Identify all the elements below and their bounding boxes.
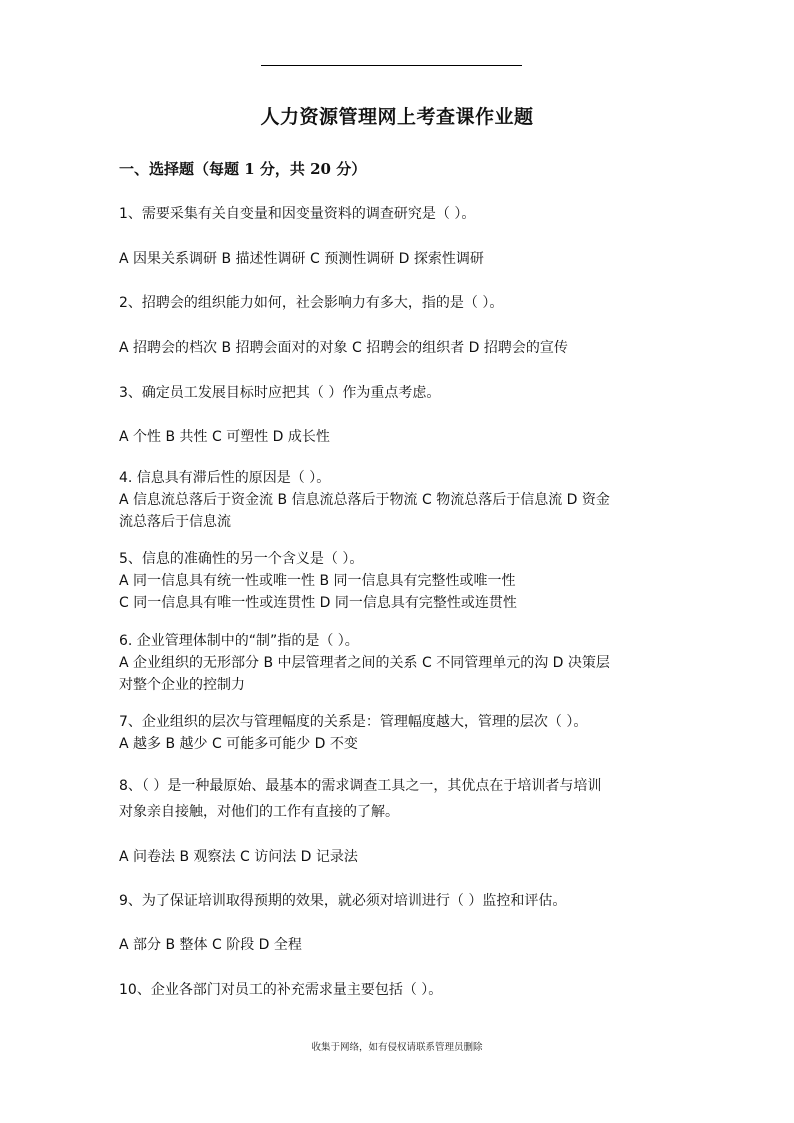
question-9-stem: 9、为了保证培训取得预期的效果，就必须对培训进行（ ）监控和评估。 (119, 893, 567, 909)
question-2-options: A 招聘会的档次 B 招聘会面对的对象 C 招聘会的组织者 D 招聘会的宣传 (119, 340, 568, 356)
question-7-options: A 越多 B 越少 C 可能多可能少 D 不变 (119, 736, 358, 752)
question-4-stem: 4. 信息具有滞后性的原因是（ ）。 (119, 470, 331, 486)
question-10-stem: 10、企业各部门对员工的补充需求量主要包括（ ）。 (119, 982, 443, 998)
question-1-options: A 因果关系调研 B 描述性调研 C 预测性调研 D 探索性调研 (119, 251, 484, 267)
question-5-stem: 5、信息的准确性的另一个含义是（ ）。 (119, 551, 364, 567)
question-6-options-line-2: 对整个企业的控制力 (119, 677, 245, 693)
question-9-options: A 部分 B 整体 C 阶段 D 全程 (119, 937, 302, 953)
question-7-stem: 7、企业组织的层次与管理幅度的关系是：管理幅度越大，管理的层次（ ）。 (119, 714, 588, 730)
question-3-options: A 个性 B 共性 C 可塑性 D 成长性 (119, 429, 330, 445)
question-8-stem-line-1: 8、（ ）是一种最原始、最基本的需求调查工具之一，其优点在于培训者与培训 (119, 778, 602, 794)
document-title: 人力资源管理网上考查课作业题 (260, 106, 534, 128)
question-2-stem: 2、招聘会的组织能力如何，社会影响力有多大，指的是（ ）。 (119, 295, 504, 311)
question-8-stem-line-2: 对象亲自接触，对他们的工作有直接的了解。 (119, 804, 399, 820)
question-5-options-line-1: A 同一信息具有统一性或唯一性 B 同一信息具有完整性或唯一性 (119, 573, 516, 589)
footer-notice: 收集于网络，如有侵权请联系管理员删除 (311, 1042, 483, 1053)
question-4-options-line-2: 流总落后于信息流 (119, 514, 231, 530)
question-4-options-line-1: A 信息流总落后于资金流 B 信息流总落后于物流 C 物流总落后于信息流 D 资金 (119, 492, 610, 508)
question-3-stem: 3、确定员工发展目标时应把其（ ）作为重点考虑。 (119, 385, 441, 401)
question-8-options: A 问卷法 B 观察法 C 访问法 D 记录法 (119, 849, 358, 865)
header-rule (261, 65, 522, 66)
question-6-stem: 6. 企业管理体制中的“制”指的是（ ）。 (119, 633, 359, 649)
question-5-options-line-2: C 同一信息具有唯一性或连贯性 D 同一信息具有完整性或连贯性 (119, 595, 517, 611)
question-6-options-line-1: A 企业组织的无形部分 B 中层管理者之间的关系 C 不同管理单元的沟 D 决策层 (119, 655, 610, 671)
section-heading: 一、选择题（每题 1 分，共 20 分） (119, 160, 367, 178)
question-1-stem: 1、需要采集有关自变量和因变量资料的调查研究是（ ）。 (119, 206, 476, 222)
